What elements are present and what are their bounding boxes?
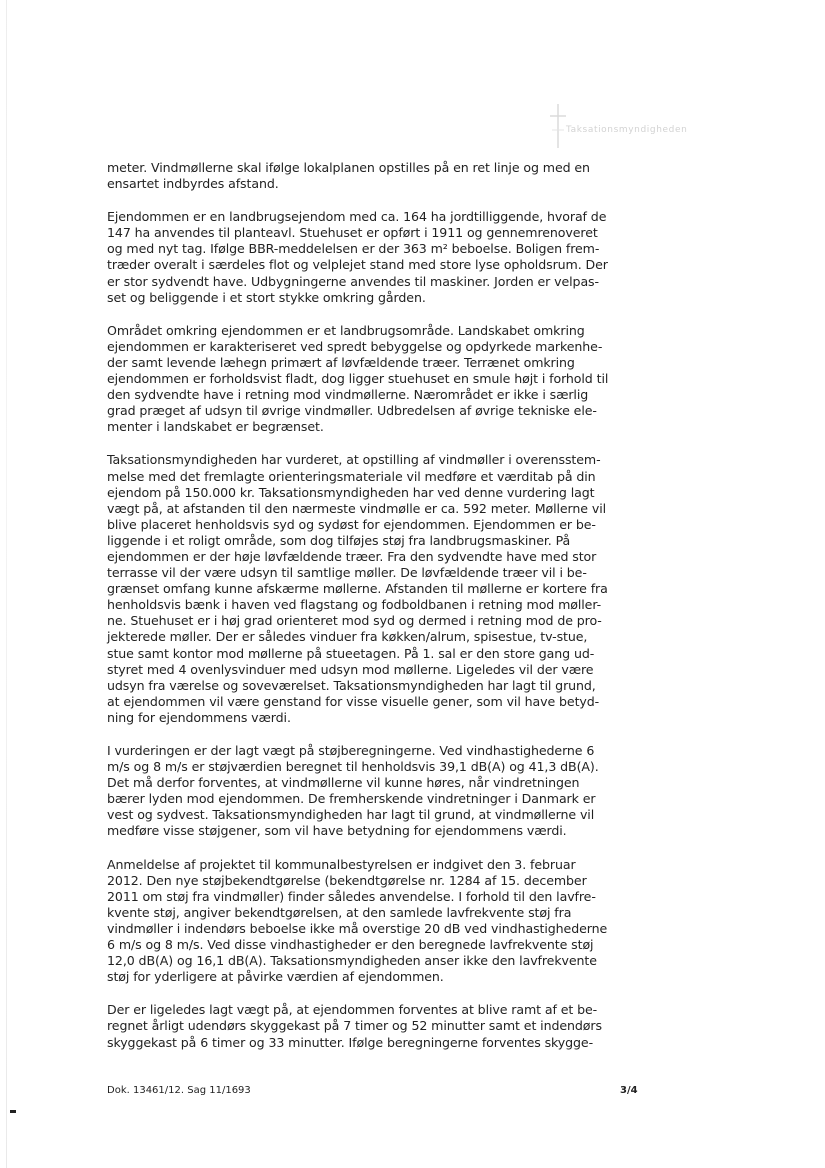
text-line: er stor sydvendt have. Udbygningerne anvendes til maskiner. Jorden er velpas- [107,273,599,289]
text-line: I vurderingen er der lagt vægt på støjberegningerne. Ved vindhastighederne 6 [107,743,595,758]
text-line: den sydvendte have i retning mod vindmøllerne. Nærområdet er ikke i særlig [107,387,589,403]
text-line: støj for yderligere at påvirke værdien af ejendommen. [107,969,444,985]
text-line: udsyn fra værelse og soveværelset. Taksationsmyndigheden har lagt til grund, [107,677,596,693]
text-line: kvente støj, angiver bekendtgørelsen, at den samlede lavfrekvente støj fra [107,904,572,920]
text-line: ning for ejendommens værdi. [107,709,291,725]
text-line: Der er ligeledes lagt vægt på, at ejendommen forventes at blive ramt af et be- [107,1002,598,1018]
text-line: vindmøller i indendørs beboelse ikke må overstige 20 dB ved vindhastighederne [107,920,608,936]
paragraph-property-description [107,209,607,306]
page-number: 3/4 [620,1085,638,1096]
paragraph-shadow-flicker [107,1002,607,1050]
paragraph-low-frequency-noise [107,857,607,986]
paragraph-noise-calculation [107,743,607,840]
text-line: Anmeldelse af projektet til kommunalbestyrelsen er indgivet den 3. februar [107,856,576,872]
text-line: terrasse vil der være udsyn til samtlige møller. De løvfældende træer vil i be- [107,565,587,581]
text-line: set og beliggende i et stort stykke omkring gården. [107,289,426,305]
document-reference: Dok. 13461/12. Sag 11/1693 [107,1085,251,1096]
text-line: jekterede møller. Der er således vinduer fra køkken/alrum, spisestue, tv-stue, [107,629,588,645]
text-line: Ejendommen er en landbrugsejendom med ca. 164 ha jordtilliggende, hvoraf de [107,209,607,225]
text-line: træder overalt i særdeles flot og velplejet stand med store lyse opholdsrum. Der [107,257,608,273]
document-body [107,160,607,1068]
text-line: melse med det fremlagte orienteringsmateriale vil medføre et værditab på din [107,468,596,484]
text-line: ejendommen er der høje løvfældende træer. Fra den sydvendte have med stor [107,548,597,564]
text-line: vest og sydvest. Taksationsmyndigheden har lagt til grund, at vindmøllerne vil [107,807,595,823]
text-line: grad præget af udsyn til øvrige vindmøller. Udbredelsen af øvrige tekniske ele- [107,403,597,419]
text-line: henholdsvis bænk i haven ved flagstang og fodboldbanen i retning mod møller- [107,597,602,613]
text-line: 2011 om støj fra vindmøller) finder således anvendelse. I forhold til den lavfre- [107,888,596,904]
paragraph-turbine-placement [107,160,607,192]
text-line: Det må derfor forventes, at vindmøllerne vil kunne høres, når vindretningen [107,775,580,791]
text-line: medføre visse støjgener, som vil have betydning for ejendommens værdi. [107,823,567,839]
text-line: ejendom på 150.000 kr. Taksationsmyndigheden har ved denne vurdering lagt [107,484,595,500]
scan-edge-line [6,0,7,1168]
taksation-logo [548,104,708,148]
text-line: blive placeret henholdsvis syd og sydøst for ejendommen. Ejendommen er be- [107,516,596,532]
text-line: vægt på, at afstanden til den nærmeste vindmølle er ca. 592 meter. Møllerne vil [107,500,606,516]
cross-icon [548,104,568,148]
text-line: bærer lyden mod ejendommen. De fremherskende vindretninger i Danmark er [107,791,596,807]
text-line: regnet årligt udendørs skyggekast på 7 timer og 52 minutter samt et indendørs [107,1018,602,1034]
text-line: liggende i et roligt område, som dog tilføjes støj fra landbrugsmaskiner. På [107,532,571,548]
text-line: ensartet indbyrdes afstand. [107,176,279,192]
scan-speck [10,1110,16,1113]
text-line: ejendommen er forholdsvist fladt, dog ligger stuehuset en smule højt i forhold til [107,371,609,387]
text-line: Området omkring ejendommen er et landbrugsområde. Landskabet omkring [107,322,585,338]
text-line: stue samt kontor mod møllerne på stueetagen. På 1. sal er den store gang ud- [107,645,595,661]
text-line: 2012. Den nye støjbekendtgørelse (bekendtgørelse nr. 1284 af 15. december [107,872,587,888]
text-line: 12,0 dB(A) og 16,1 dB(A). Taksationsmyndigheden anser ikke den lavfrekvente [107,953,597,969]
text-line: ejendommen er karakteriseret ved spredt bebyggelse og opdyrkede markenhe- [107,338,603,354]
text-line: at ejendommen vil være genstand for visse visuelle gener, som vil have betyd- [107,693,600,709]
text-line: styret med 4 ovenlysvinduer med udsyn mod møllerne. Ligeledes vil der være [107,661,594,677]
paragraph-area-description [107,323,607,436]
text-line: 6 m/s og 8 m/s. Ved disse vindhastigheder er den beregnede lavfrekvente støj [107,937,594,953]
text-line: skyggekast på 6 timer og 33 minutter. Ifølge beregningerne forventes skygge- [107,1034,594,1050]
text-line: m/s og 8 m/s er støjværdien beregnet til henholdsvis 39,1 dB(A) og 41,3 dB(A). [107,759,599,775]
text-line: grænset omfang kunne afskærme møllerne. Afstanden til møllerne er kortere fra [107,581,608,597]
text-line: ne. Stuehuset er i høj grad orienteret mod syd og dermed i retning mod de pro- [107,613,602,629]
paragraph-valuation [107,452,607,726]
text-line: der samt levende læhegn primært af løvfældende træer. Terrænet omkring [107,354,575,370]
text-line: 147 ha anvendes til planteavl. Stuehuset er opført i 1911 og gennemrenoveret [107,225,598,241]
logo-text: Taksationsmyndigheden [566,125,688,135]
text-line: Taksationsmyndigheden har vurderet, at opstilling af vindmøller i overensstem- [107,452,601,468]
text-line: menter i landskabet er begrænset. [107,419,324,435]
text-line: meter. Vindmøllerne skal ifølge lokalplanen opstilles på en ret linje og med en [107,160,590,175]
text-line: og med nyt tag. Ifølge BBR-meddelelsen er der 363 m² beboelse. Boligen frem- [107,241,600,257]
